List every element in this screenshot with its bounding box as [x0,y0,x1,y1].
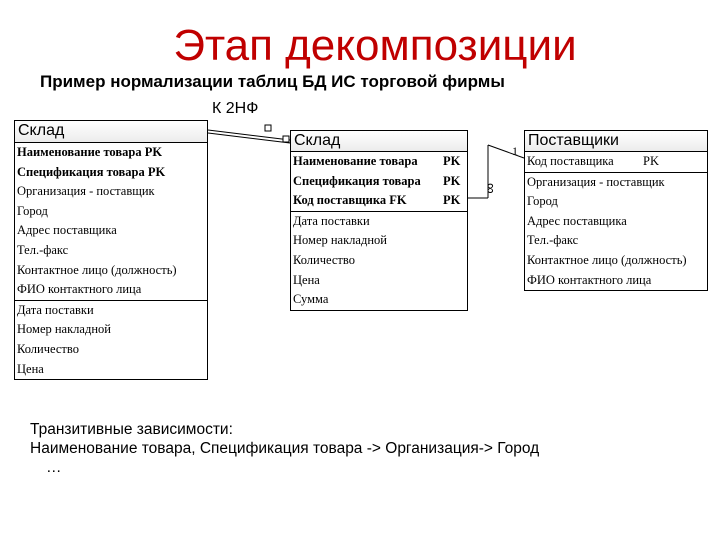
table-row: Дата поставки [17,302,94,317]
relation-one-label: 1 [512,144,518,158]
table-header: Поставщики [525,131,707,152]
key-marker: PK [643,154,659,168]
table-row: Номер накладной [17,322,111,337]
relation-line-top [488,145,524,158]
field-name: Код поставщика [527,154,614,168]
table-header: Склад [15,121,207,143]
table-row: Организация - поставщик [527,174,665,189]
page-subtitle: Пример нормализации таблиц БД ИС торговой фирмы [40,72,505,91]
table-group-keys [525,152,707,173]
table-row: Сумма [293,292,329,307]
table-row: Тел.-факс [17,242,69,257]
table-header: Склад [291,131,467,152]
table-group-attributes [291,212,467,310]
table-group-keys [291,152,467,212]
key-marker: PK [443,193,461,208]
table-row: Наименование товара PK [17,145,163,159]
table-sklad-normalized [290,130,468,311]
transitive-ellipsis: … [46,459,62,476]
table-sklad-original [14,120,208,380]
table-row: Цена [17,361,44,376]
transitive-heading: Транзитивные зависимости: [30,421,233,438]
table-row: Количество [17,341,79,356]
table-row: ФИО контактного лица [527,272,652,287]
field-name: Код поставщика FK [293,193,407,208]
table-row: Контактное лицо (должность) [527,252,687,267]
table-row [291,152,467,172]
table-row [291,172,467,192]
table-row: Количество [293,252,355,267]
transitive-line: Наименование товара, Спецификация товара -> Организация-> Город [30,440,540,457]
table-group-keys [15,143,207,301]
table-group-attributes [525,173,707,291]
table-row: Контактное лицо (должность) [17,262,177,277]
table-row: Цена [293,272,320,287]
arrow-handle-start [265,125,271,131]
relation-many-label: ∞ [482,183,499,194]
table-row: Адрес поставщика [527,213,627,228]
transitive-dependencies [30,420,539,477]
table-row: Дата поставки [293,213,370,228]
field-name: Наименование товара [293,154,418,168]
normal-form-label: К 2НФ [212,100,259,117]
table-postavshchiki [524,130,708,291]
table-row: Город [527,194,558,209]
key-marker: PK [443,173,461,188]
table-row [291,191,467,211]
table-row: Номер накладной [293,233,387,248]
table-row: Организация - поставщик [17,184,155,199]
table-row: Тел.-факс [527,233,579,248]
page-title: Этап декомпозиции [173,21,577,70]
table-group-attributes [15,301,207,379]
arrow-handle-end [283,136,289,142]
field-name: Спецификация товара [293,173,421,188]
table-row [525,152,707,172]
key-marker: PK [443,154,461,168]
table-row: Спецификация товара PK [17,164,166,179]
table-row: Город [17,203,48,218]
table-row: Адрес поставщика [17,223,117,238]
table-row: ФИО контактного лица [17,282,142,297]
